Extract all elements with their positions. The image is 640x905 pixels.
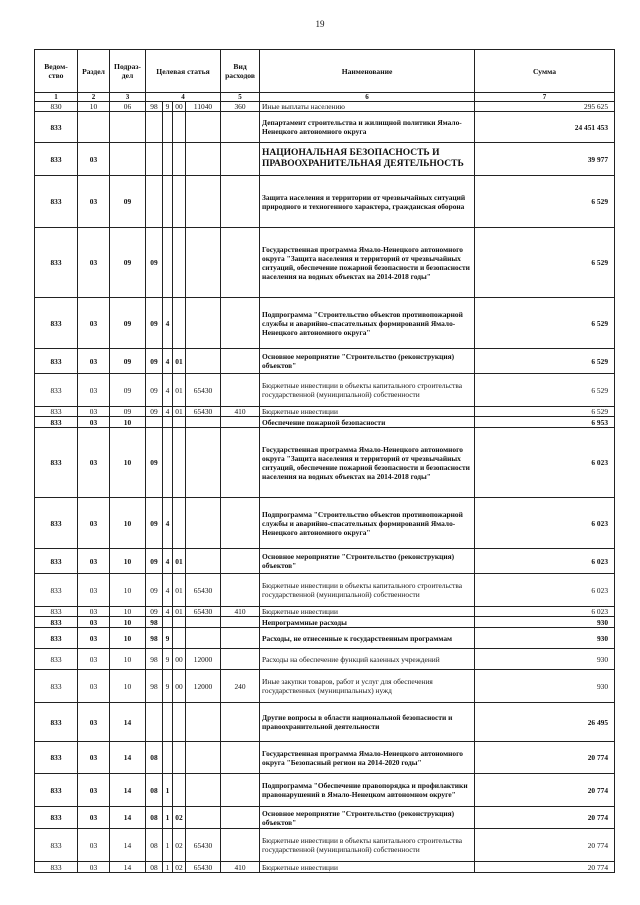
target-cell: 65430 — [186, 374, 221, 407]
target-cell — [163, 428, 173, 498]
target-cell: 01 — [173, 349, 186, 374]
name-cell: Бюджетные инвестиции в объекты капитального строительства государственной (муниципальной) собственности — [260, 374, 475, 407]
sum-cell: 6 529 — [475, 298, 615, 349]
podrazdel-cell: 09 — [110, 298, 146, 349]
column-number-row — [35, 93, 615, 102]
sum-cell: 6 023 — [475, 498, 615, 549]
target-cell: 65430 — [186, 574, 221, 607]
target-cell: 09 — [146, 498, 163, 549]
target-cell: 09 — [146, 428, 163, 498]
podrazdel-cell: 10 — [110, 549, 146, 574]
razdel-cell: 03 — [78, 498, 110, 549]
header-sum: Сумма — [475, 50, 615, 93]
sum-cell: 20 774 — [475, 742, 615, 774]
table-row — [35, 617, 615, 628]
podrazdel-cell: 09 — [110, 228, 146, 298]
target-cell: 12000 — [186, 649, 221, 670]
target-cell: 98 — [146, 628, 163, 649]
ved-cell: 833 — [35, 549, 78, 574]
col-number: 2 — [78, 93, 110, 102]
target-cell — [186, 143, 221, 176]
target-cell: 09 — [146, 298, 163, 349]
razdel-cell: 03 — [78, 862, 110, 873]
sum-cell: 6 529 — [475, 374, 615, 407]
name-cell: Расходы, не отнесенные к государственным программам — [260, 628, 475, 649]
target-cell — [146, 417, 163, 428]
vid-cell — [221, 649, 260, 670]
target-cell — [146, 703, 163, 742]
vid-cell — [221, 549, 260, 574]
target-cell — [186, 176, 221, 228]
target-cell — [163, 617, 173, 628]
ved-cell: 833 — [35, 574, 78, 607]
table-row — [35, 298, 615, 349]
target-cell — [186, 428, 221, 498]
ved-cell: 833 — [35, 649, 78, 670]
target-cell — [186, 628, 221, 649]
ved-cell: 833 — [35, 112, 78, 143]
header-vid: Вид расходов — [221, 50, 260, 93]
target-cell: 1 — [163, 807, 173, 829]
target-cell: 4 — [163, 607, 173, 617]
target-cell — [186, 498, 221, 549]
target-cell — [173, 742, 186, 774]
target-cell: 9 — [163, 628, 173, 649]
target-cell: 00 — [173, 102, 186, 112]
name-cell: Подпрограмма "Строительство объектов противопожарной службы и аварийно-спасательных формирований Ямало-Ненецкого автономного округа" — [260, 498, 475, 549]
razdel-cell: 03 — [78, 428, 110, 498]
table-row — [35, 628, 615, 649]
target-cell — [146, 143, 163, 176]
target-cell: 1 — [163, 774, 173, 807]
target-cell — [186, 703, 221, 742]
target-cell: 09 — [146, 407, 163, 417]
podrazdel-cell — [110, 143, 146, 176]
name-cell: Расходы на обеспечение функций казенных учреждений — [260, 649, 475, 670]
target-cell: 02 — [173, 829, 186, 862]
razdel-cell: 03 — [78, 374, 110, 407]
sum-cell: 6 953 — [475, 417, 615, 428]
page-number: 19 — [315, 19, 325, 29]
vid-cell — [221, 298, 260, 349]
name-cell: Основное мероприятие "Строительство (реконструкция) объектов" — [260, 349, 475, 374]
target-cell: 08 — [146, 807, 163, 829]
target-cell: 65430 — [186, 862, 221, 873]
target-cell — [173, 628, 186, 649]
ved-cell: 833 — [35, 498, 78, 549]
ved-cell: 833 — [35, 774, 78, 807]
vid-cell: 410 — [221, 607, 260, 617]
podrazdel-cell: 09 — [110, 349, 146, 374]
target-cell: 00 — [173, 670, 186, 703]
razdel-cell: 03 — [78, 607, 110, 617]
name-cell: Иные выплаты населению — [260, 102, 475, 112]
target-cell: 65430 — [186, 607, 221, 617]
sum-cell: 6 023 — [475, 607, 615, 617]
target-cell — [186, 298, 221, 349]
vid-cell — [221, 628, 260, 649]
target-cell: 01 — [173, 407, 186, 417]
table-row — [35, 574, 615, 607]
target-cell — [173, 617, 186, 628]
ved-cell: 833 — [35, 703, 78, 742]
name-cell: Основное мероприятие "Строительство (реконструкция) объектов" — [260, 549, 475, 574]
ved-cell: 833 — [35, 807, 78, 829]
target-cell — [186, 417, 221, 428]
podrazdel-cell: 09 — [110, 374, 146, 407]
table-row — [35, 829, 615, 862]
vid-cell: 360 — [221, 102, 260, 112]
table-row — [35, 649, 615, 670]
sum-cell: 930 — [475, 628, 615, 649]
ved-cell: 833 — [35, 829, 78, 862]
col-number: 3 — [110, 93, 146, 102]
razdel-cell: 03 — [78, 807, 110, 829]
razdel-cell: 03 — [78, 703, 110, 742]
podrazdel-cell: 09 — [110, 176, 146, 228]
target-cell: 02 — [173, 807, 186, 829]
podrazdel-cell: 14 — [110, 829, 146, 862]
sum-cell: 6 023 — [475, 428, 615, 498]
col-number: 7 — [475, 93, 615, 102]
sum-cell: 20 774 — [475, 862, 615, 873]
table-row — [35, 407, 615, 417]
sum-cell: 20 774 — [475, 774, 615, 807]
target-cell — [173, 143, 186, 176]
name-cell: Подпрограмма "Обеспечение правопорядка и профилактики правонарушений в Ямало-Ненецком автономном округе" — [260, 774, 475, 807]
target-cell — [173, 428, 186, 498]
podrazdel-cell: 10 — [110, 670, 146, 703]
target-cell: 4 — [163, 349, 173, 374]
target-cell: 08 — [146, 774, 163, 807]
razdel-cell: 10 — [78, 102, 110, 112]
target-cell: 4 — [163, 498, 173, 549]
target-cell: 98 — [146, 102, 163, 112]
podrazdel-cell: 06 — [110, 102, 146, 112]
col-number: 4 — [146, 93, 221, 102]
table-row — [35, 228, 615, 298]
target-cell — [173, 228, 186, 298]
podrazdel-cell: 14 — [110, 703, 146, 742]
vid-cell — [221, 829, 260, 862]
name-cell: Государственная программа Ямало-Ненецкого автономного округа "Защита населения и территорий от чрезвычайных ситуаций, обеспечение пожарной безопасности и безопасности населения на водных объектах на 2014-2018 годы" — [260, 428, 475, 498]
podrazdel-cell: 10 — [110, 607, 146, 617]
name-cell: Другие вопросы в области национальной безопасности и правоохранительной деятельности — [260, 703, 475, 742]
target-cell — [163, 228, 173, 298]
podrazdel-cell: 10 — [110, 574, 146, 607]
razdel-cell: 03 — [78, 742, 110, 774]
ved-cell: 830 — [35, 102, 78, 112]
target-cell — [186, 349, 221, 374]
razdel-cell: 03 — [78, 349, 110, 374]
sum-cell: 6 023 — [475, 549, 615, 574]
name-cell: Защита населения и территории от чрезвычайных ситуаций природного и техногенного характера, гражданская оборона — [260, 176, 475, 228]
name-cell: Департамент строительства и жилищной политики Ямало-Ненецкого автономного округа — [260, 112, 475, 143]
target-cell: 09 — [146, 349, 163, 374]
target-cell — [186, 774, 221, 807]
vid-cell — [221, 349, 260, 374]
sum-cell: 295 625 — [475, 102, 615, 112]
table-row — [35, 549, 615, 574]
name-cell: НАЦИОНАЛЬНАЯ БЕЗОПАСНОСТЬ И ПРАВООХРАНИТЕЛЬНАЯ ДЕЯТЕЛЬНОСТЬ — [260, 143, 475, 176]
col-number: 5 — [221, 93, 260, 102]
header-target: Целевая статья — [146, 50, 221, 93]
razdel-cell: 03 — [78, 176, 110, 228]
razdel-cell: 03 — [78, 628, 110, 649]
target-cell — [173, 703, 186, 742]
podrazdel-cell: 09 — [110, 407, 146, 417]
table-header-row — [35, 50, 615, 93]
name-cell: Бюджетные инвестиции в объекты капитального строительства государственной (муниципальной) собственности — [260, 829, 475, 862]
target-cell: 4 — [163, 407, 173, 417]
vid-cell: 410 — [221, 407, 260, 417]
ved-cell: 833 — [35, 417, 78, 428]
target-cell — [186, 807, 221, 829]
vid-cell — [221, 228, 260, 298]
sum-cell: 6 023 — [475, 574, 615, 607]
target-cell — [186, 112, 221, 143]
target-cell: 09 — [146, 228, 163, 298]
name-cell: Иные закупки товаров, работ и услуг для обеспечения государственных (муниципальных) нужд — [260, 670, 475, 703]
ved-cell: 833 — [35, 176, 78, 228]
target-cell — [173, 498, 186, 549]
target-cell — [163, 143, 173, 176]
table-row — [35, 112, 615, 143]
vid-cell — [221, 374, 260, 407]
vid-cell — [221, 574, 260, 607]
table-row — [35, 102, 615, 112]
target-cell: 4 — [163, 374, 173, 407]
sum-cell: 20 774 — [475, 807, 615, 829]
sum-cell: 24 451 453 — [475, 112, 615, 143]
target-cell — [163, 742, 173, 774]
sum-cell: 20 774 — [475, 829, 615, 862]
ved-cell: 833 — [35, 670, 78, 703]
target-cell: 01 — [173, 374, 186, 407]
target-cell: 09 — [146, 607, 163, 617]
table-row — [35, 349, 615, 374]
vid-cell — [221, 176, 260, 228]
target-cell — [163, 112, 173, 143]
name-cell: Непрограммные расходы — [260, 617, 475, 628]
vid-cell — [221, 498, 260, 549]
podrazdel-cell — [110, 112, 146, 143]
target-cell — [186, 228, 221, 298]
podrazdel-cell: 14 — [110, 862, 146, 873]
table-row — [35, 742, 615, 774]
podrazdel-cell: 10 — [110, 417, 146, 428]
target-cell: 08 — [146, 862, 163, 873]
target-cell — [146, 176, 163, 228]
sum-cell: 930 — [475, 617, 615, 628]
sum-cell: 26 495 — [475, 703, 615, 742]
ved-cell: 833 — [35, 143, 78, 176]
ved-cell: 833 — [35, 374, 78, 407]
podrazdel-cell: 10 — [110, 617, 146, 628]
table-row — [35, 374, 615, 407]
target-cell: 9 — [163, 670, 173, 703]
header-ved: Ведом- ство — [35, 50, 78, 93]
target-cell: 9 — [163, 102, 173, 112]
name-cell: Государственная программа Ямало-Ненецкого автономного округа "Защита населения и территорий от чрезвычайных ситуаций, обеспечение пожарной безопасности и безопасности населения на водных объектах на 2014-2018 годы" — [260, 228, 475, 298]
ved-cell: 833 — [35, 742, 78, 774]
ved-cell: 833 — [35, 607, 78, 617]
sum-cell: 6 529 — [475, 407, 615, 417]
razdel-cell: 03 — [78, 549, 110, 574]
name-cell: Бюджетные инвестиции — [260, 607, 475, 617]
target-cell — [173, 298, 186, 349]
target-cell: 12000 — [186, 670, 221, 703]
razdel-cell: 03 — [78, 670, 110, 703]
target-cell — [173, 112, 186, 143]
podrazdel-cell: 14 — [110, 774, 146, 807]
razdel-cell: 03 — [78, 617, 110, 628]
vid-cell — [221, 112, 260, 143]
target-cell — [173, 417, 186, 428]
vid-cell — [221, 742, 260, 774]
header-name: Наименование — [260, 50, 475, 93]
podrazdel-cell: 10 — [110, 428, 146, 498]
sum-cell: 930 — [475, 670, 615, 703]
razdel-cell: 03 — [78, 829, 110, 862]
razdel-cell: 03 — [78, 228, 110, 298]
razdel-cell: 03 — [78, 574, 110, 607]
sum-cell: 39 977 — [475, 143, 615, 176]
ved-cell: 833 — [35, 617, 78, 628]
razdel-cell: 03 — [78, 649, 110, 670]
table-row — [35, 703, 615, 742]
table-row — [35, 143, 615, 176]
podrazdel-cell: 10 — [110, 498, 146, 549]
target-cell: 98 — [146, 617, 163, 628]
table-row — [35, 774, 615, 807]
target-cell: 65430 — [186, 829, 221, 862]
sum-cell: 6 529 — [475, 349, 615, 374]
target-cell: 09 — [146, 549, 163, 574]
target-cell — [173, 774, 186, 807]
target-cell: 98 — [146, 670, 163, 703]
target-cell — [163, 703, 173, 742]
target-cell: 09 — [146, 374, 163, 407]
vid-cell — [221, 617, 260, 628]
header-razdel: Раздел — [78, 50, 110, 93]
target-cell: 01 — [173, 607, 186, 617]
table-row — [35, 428, 615, 498]
target-cell — [173, 176, 186, 228]
target-cell: 01 — [173, 549, 186, 574]
target-cell: 4 — [163, 549, 173, 574]
target-cell: 11040 — [186, 102, 221, 112]
razdel-cell: 03 — [78, 143, 110, 176]
target-cell: 4 — [163, 298, 173, 349]
podrazdel-cell: 10 — [110, 628, 146, 649]
ved-cell: 833 — [35, 428, 78, 498]
target-cell — [186, 549, 221, 574]
target-cell — [163, 176, 173, 228]
razdel-cell — [78, 112, 110, 143]
ved-cell: 833 — [35, 298, 78, 349]
table-row — [35, 498, 615, 549]
target-cell: 9 — [163, 649, 173, 670]
table-row — [35, 807, 615, 829]
ved-cell: 833 — [35, 862, 78, 873]
ved-cell: 833 — [35, 407, 78, 417]
target-cell: 08 — [146, 742, 163, 774]
vid-cell — [221, 417, 260, 428]
razdel-cell: 03 — [78, 407, 110, 417]
target-cell — [186, 617, 221, 628]
target-cell: 02 — [173, 862, 186, 873]
table-row — [35, 862, 615, 873]
razdel-cell: 03 — [78, 417, 110, 428]
sum-cell: 930 — [475, 649, 615, 670]
table-row — [35, 417, 615, 428]
target-cell — [186, 742, 221, 774]
target-cell: 65430 — [186, 407, 221, 417]
vid-cell — [221, 703, 260, 742]
target-cell — [146, 112, 163, 143]
header-podrazdel: Подраз- дел — [110, 50, 146, 93]
ved-cell: 833 — [35, 228, 78, 298]
sum-cell: 6 529 — [475, 228, 615, 298]
target-cell: 1 — [163, 862, 173, 873]
table-row — [35, 176, 615, 228]
name-cell: Основное мероприятие "Строительство (реконструкция) объектов" — [260, 807, 475, 829]
name-cell: Бюджетные инвестиции — [260, 407, 475, 417]
vid-cell — [221, 428, 260, 498]
razdel-cell: 03 — [78, 774, 110, 807]
podrazdel-cell: 14 — [110, 807, 146, 829]
sum-cell: 6 529 — [475, 176, 615, 228]
ved-cell: 833 — [35, 349, 78, 374]
col-number: 6 — [260, 93, 475, 102]
name-cell: Подпрограмма "Строительство объектов противопожарной службы и аварийно-спасательных формирований Ямало-Ненецкого автономного округа" — [260, 298, 475, 349]
target-cell: 09 — [146, 574, 163, 607]
name-cell: Обеспечение пожарной безопасности — [260, 417, 475, 428]
vid-cell — [221, 774, 260, 807]
name-cell: Государственная программа Ямало-Ненецкого автономного округа "Безопасный регион на 2014-2020 годы" — [260, 742, 475, 774]
col-number: 1 — [35, 93, 78, 102]
ved-cell: 833 — [35, 628, 78, 649]
target-cell: 1 — [163, 829, 173, 862]
podrazdel-cell: 14 — [110, 742, 146, 774]
target-cell: 08 — [146, 829, 163, 862]
vid-cell — [221, 143, 260, 176]
budget-table — [34, 49, 615, 873]
name-cell: Бюджетные инвестиции в объекты капитального строительства государственной (муниципальной) собственности — [260, 574, 475, 607]
target-cell: 01 — [173, 574, 186, 607]
table-row — [35, 670, 615, 703]
target-cell: 4 — [163, 574, 173, 607]
table-row — [35, 607, 615, 617]
target-cell — [163, 417, 173, 428]
target-cell: 00 — [173, 649, 186, 670]
vid-cell: 240 — [221, 670, 260, 703]
vid-cell — [221, 807, 260, 829]
name-cell: Бюджетные инвестиции — [260, 862, 475, 873]
podrazdel-cell: 10 — [110, 649, 146, 670]
target-cell: 98 — [146, 649, 163, 670]
vid-cell: 410 — [221, 862, 260, 873]
razdel-cell: 03 — [78, 298, 110, 349]
